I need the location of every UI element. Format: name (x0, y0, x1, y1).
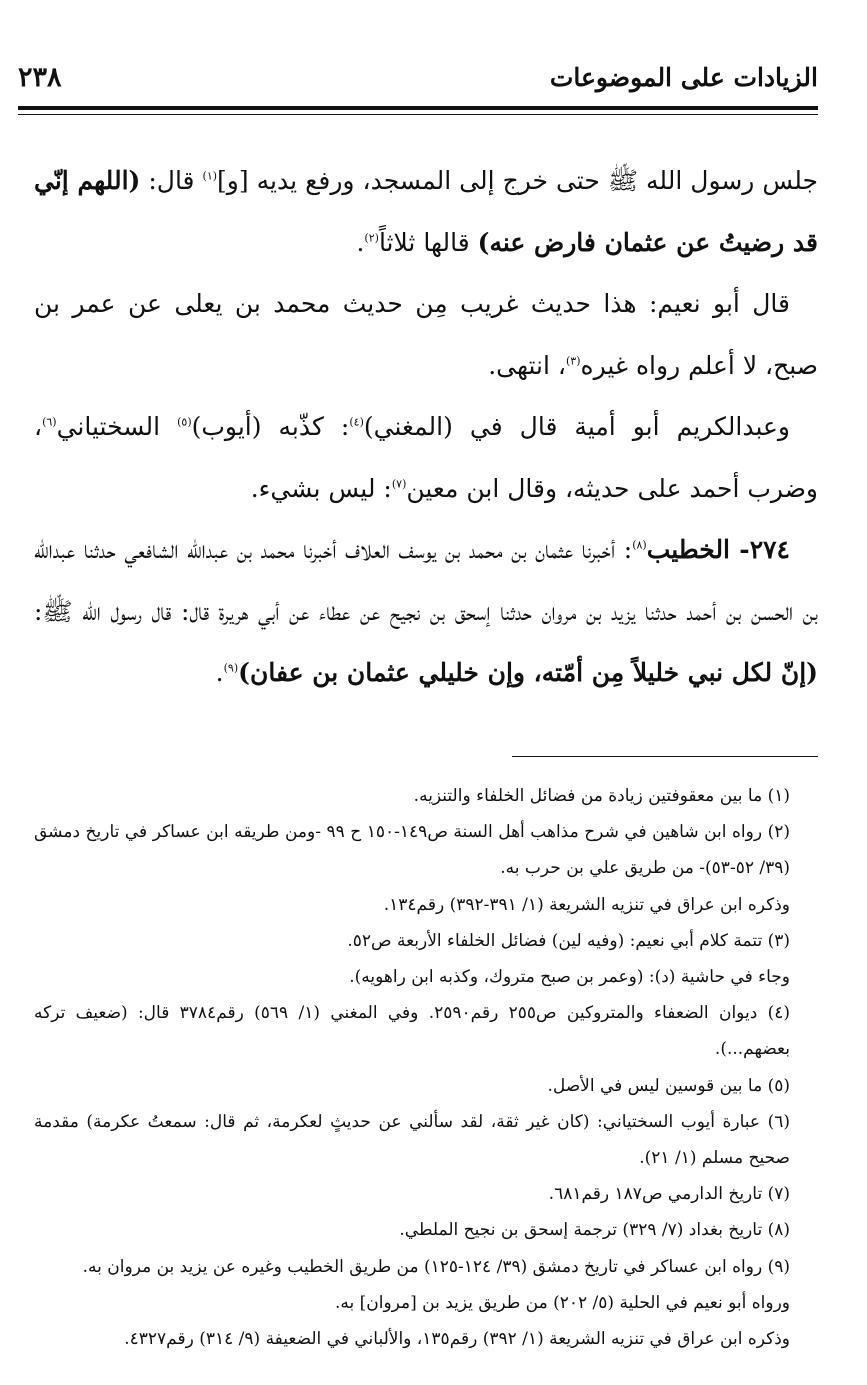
footnote: (٦) عبارة أيوب السختياني: (كان غير ثقة، لقد سألني عن حديثٍ لعكرمة، ثم قال: سمعتُ عكرمة) مقدمة صحيح مسلم (١/ ٢١). (34, 1111, 790, 1169)
text-run: ، وضرب أحمد على حديثه، وقال ابن معين (34, 412, 818, 503)
hadith-quote: (اللهم إنّي قد رضيتُ عن عثمان فارض عنه) (34, 166, 818, 257)
footnote-ref: (٧) (391, 477, 407, 491)
paragraph-1 (34, 150, 818, 273)
footnote: (١) ما بين معقوفتين زيادة من فضائل الخلفاء والتنزيه. (413, 786, 790, 806)
page-number: ٢٣٨ (18, 61, 62, 93)
text-run: جلس رسول الله ﷺ حتى خرج إلى المسجد، ورفع يديه [و] (217, 166, 818, 195)
footnote-ref: (١) (202, 169, 218, 183)
entry-number: ٢٧٤- الخطيب (646, 535, 790, 564)
footnote: (٤) ديوان الضعفاء والمتروكين ص٢٥٥ رقم٢٥٩٠. وفي المغني (١/ ٥٦٩) رقم٣٧٨٤ قال: (ضعيف تركه بعضهم...). (34, 1003, 790, 1060)
footnote: (٣) تتمة كلام أبي نعيم: (وفيه لين) فضائل الخلفاء الأربعة ص٥٢. (347, 930, 790, 951)
footnote-separator (512, 756, 818, 757)
text-run: : ليس بشيء. (250, 473, 392, 503)
text-run: قال: (140, 166, 203, 195)
footnote-ref: (٨) (632, 538, 647, 552)
footnote-ref: (٤) (349, 415, 364, 429)
footnote-ref: (٥) (177, 415, 192, 429)
footnote: ورواه أبو نعيم في الحلية (٥/ ٢٠٢) من طريق يزيد بن [مروان] به. (334, 1292, 790, 1313)
footnote: وذكره ابن عراق في تنزيه الشريعة (١/ ٣٩١-٣٩٢) رقم١٣٤. (383, 894, 790, 915)
footnote-ref: (٢) (364, 231, 379, 245)
footnote: وجاء في حاشية (د): (وعمر بن صبح متروك، وكذبه ابن راهويه). (349, 967, 790, 988)
footnote: (٥) ما بين قوسين ليس في الأصل. (547, 1075, 790, 1096)
text-run: قالها ثلاثاً (378, 227, 478, 257)
text-run: . (356, 227, 365, 257)
text-run: وعبدالكريم أبو أمية قال في (المغني) (363, 412, 790, 441)
text-run: . (215, 658, 224, 687)
footnote: (٨) تاريخ بغداد (٧/ ٣٢٩) ترجمة إسحق بن نجيح الملطي. (399, 1220, 790, 1241)
hadith-quote: (إنّ لكل نبي خليلاً مِن أمّته، وإن خليلي عثمان بن عفان) (238, 658, 818, 687)
header-rule-thin (18, 114, 818, 115)
footnote: (٩) رواه ابن عساكر في تاريخ دمشق (٣٩/ ١٢٤-١٢٥) من طريق الخطيب وغيره عن يزيد بن مروان به. (82, 1256, 790, 1277)
footnote: (٧) تاريخ الدارمي ص١٨٧ رقم٦٨١. (548, 1184, 790, 1205)
text-run: : أخبرنا عثمان بن محمد بن يوسف العلاف أخبرنا محمد بن عبدالله الشافعي حدثنا عبدالله بن الحسن بن أحمد حدثنا يزيد بن مروان حدثنا إسحق بن نجيح عن عطاء عن أبي هريرة قال: قال رسول الله ﷺ: (34, 535, 818, 626)
page-header (18, 52, 818, 102)
footnotes (34, 778, 818, 1357)
paragraph-2 (34, 273, 818, 396)
footnote: (٢) رواه ابن شاهين في شرح مذاهب أهل السنة ص١٤٩-١٥٠ ح ٩٩ -ومن طريقه ابن عساكر في تاريخ دمشق (٣٩/ ٥٢-٥٣)- من طريق علي بن حرب به. (34, 822, 791, 879)
footnote-ref: (٣) (565, 354, 581, 368)
header-rule-thick (18, 106, 818, 110)
paragraph-3 (34, 396, 818, 519)
text-run: قال أبو نعيم: هذا حديث غريب مِن حديث محمد بن يعلى عن عمر بن صبح، لا أعلم رواه غيره (34, 289, 818, 380)
paragraph-4 (34, 519, 818, 704)
footnote-ref: (٩) (223, 661, 239, 675)
main-text (34, 150, 818, 704)
running-title: الزيادات على الموضوعات (549, 62, 818, 92)
footnote-ref: (٦) (42, 415, 57, 429)
footnote: وذكره ابن عراق في تنزيه الشريعة (١/ ٣٩٢) رقم١٣٥، والألباني في الضعيفة (٩/ ٣١٤) رقم٤٣٢٧. (124, 1329, 790, 1350)
text-run: ، انتهى. (488, 350, 566, 380)
text-run: : كذّبه (أيوب) (191, 412, 350, 441)
text-run: السختياني (56, 412, 178, 441)
